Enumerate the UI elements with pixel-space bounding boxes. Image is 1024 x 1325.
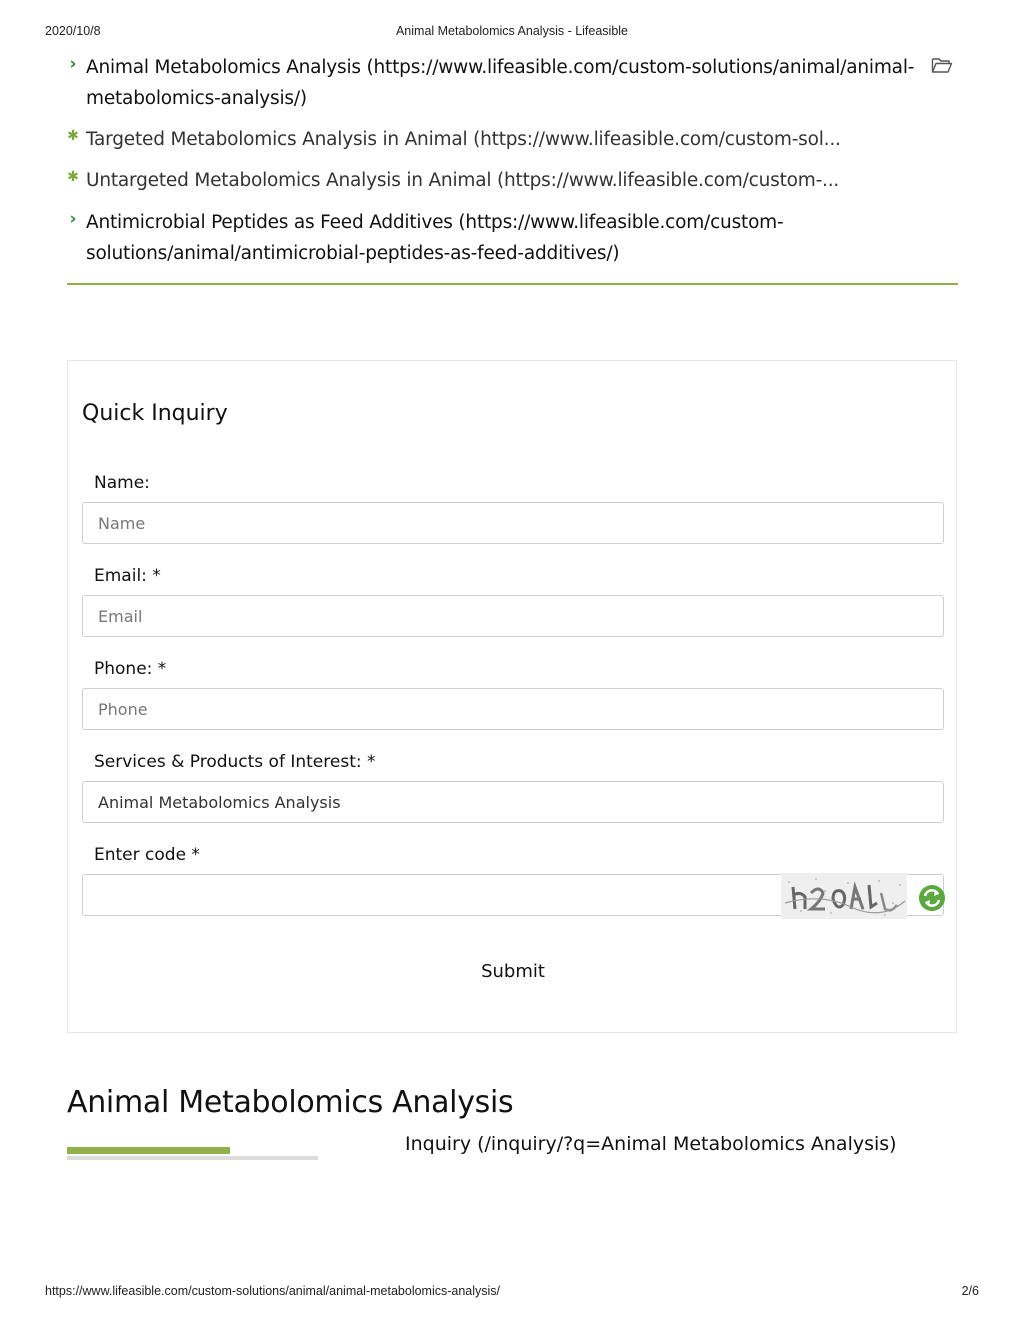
print-page-number: 2/6: [961, 1284, 979, 1298]
quick-inquiry-form: [67, 360, 957, 1033]
folder-open-icon[interactable]: [931, 56, 953, 74]
nav-item-label[interactable]: Antimicrobial Peptides as Feed Additives (https://www.lifeasible.com/custom-solutions/animal/antimicrobial-peptides-as-feed-additives/): [86, 212, 784, 264]
name-label: Name:: [94, 473, 150, 493]
inquiry-link[interactable]: Inquiry (/inquiry/?q=Animal Metabolomics Analysis): [405, 1133, 897, 1155]
inquiry-title: Quick Inquiry: [82, 401, 228, 426]
asterisk-bullet-icon: ✱: [67, 128, 79, 144]
service-label: Services & Products of Interest: *: [94, 752, 376, 772]
print-url: https://www.lifeasible.com/custom-solutions/animal/animal-metabolomics-analysis/: [45, 1284, 501, 1298]
nav-item-label[interactable]: Untargeted Metabolomics Analysis in Animal (https://www.lifeasible.com/custom-...: [86, 170, 840, 191]
phone-label: Phone: *: [94, 659, 167, 679]
chevron-right-icon: ›: [69, 54, 77, 74]
print-page-title: Animal Metabolomics Analysis - Lifeasible: [395, 24, 629, 38]
phone-input[interactable]: [82, 688, 944, 730]
code-label: Enter code *: [94, 845, 200, 865]
service-field[interactable]: [82, 781, 944, 823]
nav-item-label[interactable]: Targeted Metabolomics Analysis in Animal (https://www.lifeasible.com/custom-sol...: [86, 129, 841, 150]
captcha-image: [781, 873, 907, 919]
submit-button[interactable]: Submit: [68, 955, 958, 987]
page-title: Animal Metabolomics Analysis: [67, 1085, 514, 1120]
service-value: Animal Metabolomics Analysis: [98, 792, 341, 812]
nav-item-label[interactable]: Animal Metabolomics Analysis (https://www.lifeasible.com/custom-solutions/animal/animal-metabolomics-analysis/): [86, 57, 915, 109]
email-input[interactable]: [82, 595, 944, 637]
asterisk-bullet-icon: ✱: [67, 169, 79, 185]
print-date: 2020/10/8: [45, 24, 101, 38]
name-input[interactable]: [82, 502, 944, 544]
title-underline-track: [67, 1156, 318, 1160]
title-underline-accent: [67, 1147, 230, 1154]
email-label: Email: *: [94, 566, 161, 586]
refresh-icon[interactable]: [918, 884, 946, 912]
section-divider: [67, 283, 958, 285]
chevron-right-icon: ›: [69, 209, 77, 229]
